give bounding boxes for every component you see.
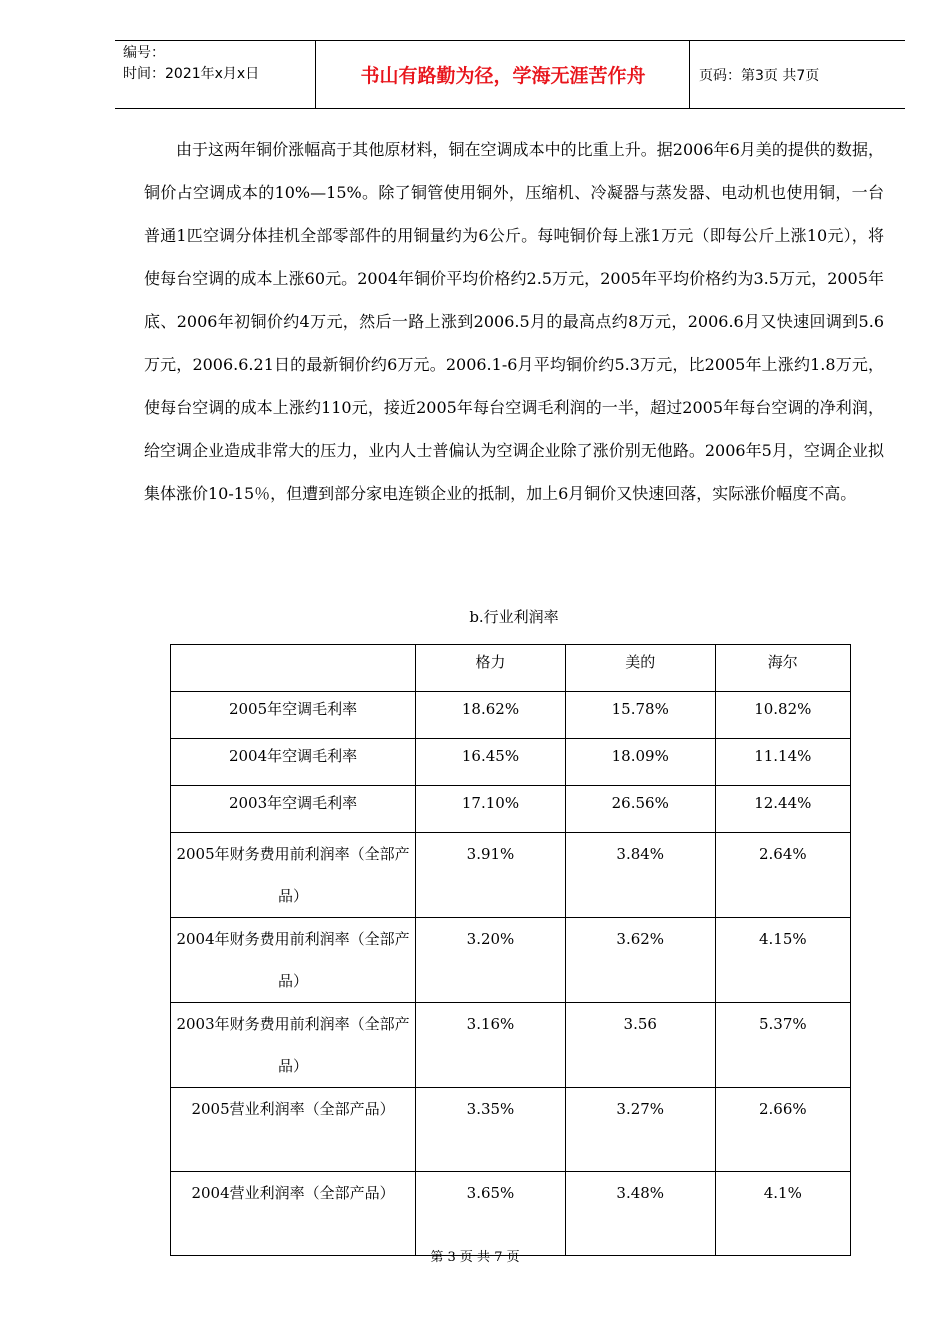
row-label: 2003年财务费用前利润率（全部产品） bbox=[171, 1003, 416, 1088]
header-motto: 书山有路勤为径，学海无涯苦作舟 bbox=[360, 65, 646, 87]
table-row bbox=[171, 1003, 851, 1088]
header-divider bbox=[315, 41, 316, 108]
table-cell: 3.62% bbox=[565, 918, 715, 1003]
table-row bbox=[171, 786, 851, 833]
table-cell: 17.10% bbox=[416, 786, 566, 833]
header-cell: 美的 bbox=[565, 645, 715, 692]
table-cell: 3.56 bbox=[565, 1003, 715, 1088]
table-cell: 10.82% bbox=[715, 692, 850, 739]
time-label: 时间：2021年x月x日 bbox=[123, 66, 260, 82]
table-cell: 16.45% bbox=[416, 739, 566, 786]
table-row bbox=[171, 739, 851, 786]
table-cell: 3.48% bbox=[565, 1172, 715, 1256]
header-cell: 海尔 bbox=[715, 645, 850, 692]
header-divider bbox=[689, 41, 690, 108]
table-cell: 4.15% bbox=[715, 918, 850, 1003]
header-cell: 格力 bbox=[416, 645, 566, 692]
table-cell: 3.20% bbox=[416, 918, 566, 1003]
table-row bbox=[171, 1172, 851, 1256]
table-row bbox=[171, 833, 851, 918]
table-cell: 3.91% bbox=[416, 833, 566, 918]
header-meta bbox=[123, 43, 313, 85]
header-page-number: 页码：第3页 共7页 bbox=[699, 67, 820, 84]
table-cell: 2.66% bbox=[715, 1088, 850, 1172]
row-label: 2003年空调毛利率 bbox=[171, 786, 416, 833]
number-label: 编号： bbox=[123, 45, 165, 61]
page-header bbox=[115, 40, 905, 109]
body-text bbox=[144, 128, 884, 515]
table-cell: 11.14% bbox=[715, 739, 850, 786]
table-cell: 26.56% bbox=[565, 786, 715, 833]
header-cell bbox=[171, 645, 416, 692]
table-header-row bbox=[171, 645, 851, 692]
table-cell: 3.27% bbox=[565, 1088, 715, 1172]
table-cell: 12.44% bbox=[715, 786, 850, 833]
table-title: b.行业利润率 bbox=[469, 608, 559, 626]
table-cell: 4.1% bbox=[715, 1172, 850, 1256]
table-row bbox=[171, 1088, 851, 1172]
row-label: 2005营业利润率（全部产品） bbox=[171, 1088, 416, 1172]
row-label: 2005年财务费用前利润率（全部产品） bbox=[171, 833, 416, 918]
table-cell: 5.37% bbox=[715, 1003, 850, 1088]
table-cell: 18.62% bbox=[416, 692, 566, 739]
paragraph: 由于这两年铜价涨幅高于其他原材料，铜在空调成本中的比重上升。据2006年6月美的提供的数据，铜价占空调成本的10%—15%。除了铜管使用铜外，压缩机、冷凝器与蒸发器、电动机也使用铜，一台普通1匹空调分体挂机全部零部件的用铜量约为6公斤。每吨铜价每上涨1万元（即每公斤上涨10元），将使每台空调的成本上涨60元。2004年铜价平均价格约2.5万元，2005年平均价格约为3.5万元，2005年底、2006年初铜价约4万元，然后一路上涨到2006.5月的最高点约8万元，2006.6月又快速回调到5.6万元，2006.6.21日的最新铜价约6万元。2006.1-6月平均铜价约5.3万元，比2005年上涨约1.8万元，使每台空调的成本上涨约110元，接近2005年每台空调毛利润的一半，超过2005年每台空调的净利润，给空调企业造成非常大的压力，业内人士普偏认为空调企业除了涨价别无他路。2006年5月，空调企业拟集体涨价10-15％，但遭到部分家电连锁企业的抵制，加上6月铜价又快速回落，实际涨价幅度不高。 bbox=[144, 140, 884, 503]
row-label: 2005年空调毛利率 bbox=[171, 692, 416, 739]
table-row bbox=[171, 918, 851, 1003]
row-label: 2004年空调毛利率 bbox=[171, 739, 416, 786]
profit-rate-table bbox=[170, 644, 851, 1256]
table-cell: 3.16% bbox=[416, 1003, 566, 1088]
table-row bbox=[171, 692, 851, 739]
page-footer: 第 3 页 共 7 页 bbox=[430, 1250, 520, 1265]
table-cell: 3.84% bbox=[565, 833, 715, 918]
table-cell: 3.65% bbox=[416, 1172, 566, 1256]
table-cell: 2.64% bbox=[715, 833, 850, 918]
table-cell: 18.09% bbox=[565, 739, 715, 786]
row-label: 2004年财务费用前利润率（全部产品） bbox=[171, 918, 416, 1003]
table-cell: 3.35% bbox=[416, 1088, 566, 1172]
row-label: 2004营业利润率（全部产品） bbox=[171, 1172, 416, 1256]
table-cell: 15.78% bbox=[565, 692, 715, 739]
